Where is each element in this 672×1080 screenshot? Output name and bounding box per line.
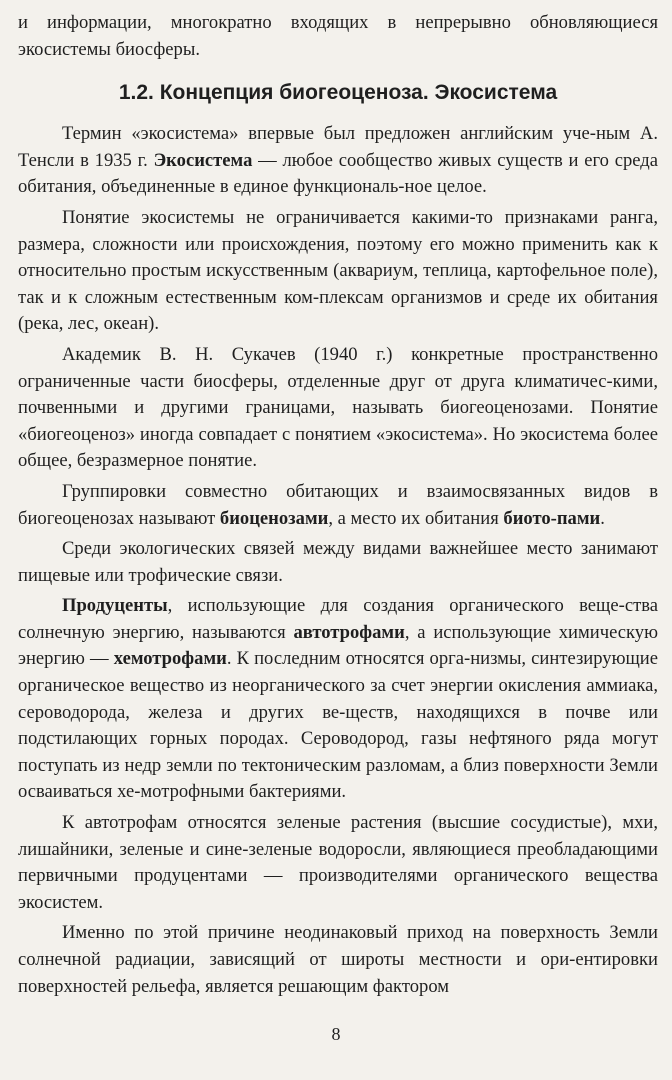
- paragraph-autotrophs: К автотрофам относятся зеленые растения (высшие сосудистые), мхи, лишайники, зеленые и сине-зеленые водоросли, являющиеся преобладающими первичными продуцентами — производителями органического вещества экосистем.: [18, 812, 658, 913]
- term-biotope: биото-пами: [503, 507, 601, 529]
- paragraph-ecosystem-concept: Понятие экосистемы не ограничивается какими-то признаками ранга, размера, сложности или происхождения, поэтому его можно применить как к относительно простым искусственным (аквариум, теплица, картофельное поле), так и к сложным естественным ком-плексам организмов и среде их обитания (река, лес, океан).: [18, 206, 658, 335]
- text-run: Термин «экосистема» впервые был предложен английским уче-ным А. Тенсли в 1935 г.: [18, 123, 658, 171]
- text-run: , использующие для создания органического веще-ства солнечную энергию, называются: [18, 595, 658, 643]
- term-chemotrophs: хемотрофами: [113, 648, 227, 670]
- text-run: , а использующие химическую энергию —: [18, 621, 658, 670]
- paragraph-producers: [18, 593, 658, 806]
- text-run: Группировки совместно обитающих и взаимосвязанных видов в биогеоценозах называют: [18, 480, 658, 529]
- paragraph-ecosystem-term: [18, 121, 658, 201]
- term-biocenosis: биоценозами: [219, 507, 329, 529]
- text-run: . К последним относятся орга-низмы, синтезирующие органическое вещество из неорганического за счет энергии окисления аммиака, сероводорода, железа и других ве-ществ, находящихся в почве или подстилающих горных породах. Сероводород, газы нефтяного ряда могут поступать из недр земли по тектоническим разломам, а близ поверхности Земли осваиваться хе-мотрофными бактериями.: [18, 648, 658, 803]
- paragraph-solar-radiation: Именно по этой причине неодинаковый приход на поверхность Земли солнечной радиации, зависящий от широты местности и ори-ентировки поверхностей рельефа, является решающим фактором: [18, 922, 658, 997]
- text-run: , а место их обитания: [328, 507, 504, 529]
- section-heading: 1.2. Концепция биогеоценоза. Экосистема: [118, 81, 558, 105]
- text-run: .: [600, 507, 605, 529]
- continuation-paragraph: и информации, многократно входящих в непрерывно обновляющиеся экосистемы биосферы.: [18, 12, 658, 60]
- text-run: — любое сообщество живых существ и его среда обитания, объединенные в единое функциональ-ное целое.: [18, 149, 659, 198]
- term-ecosystem: Экосистема: [153, 149, 253, 171]
- term-producers: Продуценты: [62, 595, 168, 617]
- page-number: 8: [331, 1024, 341, 1044]
- paragraph-biocenosis: [18, 479, 658, 532]
- term-autotrophs: автотрофами: [293, 621, 405, 643]
- paragraph-sukachev: Академик В. Н. Сукачев (1940 г.) конкретные пространственно ограниченные части биосферы, отделенные друг от друга климатичес-кими, почвенными и другими границами, называть биогеоценозами. Понятие «биогеоценоз» иногда совпадает с понятием «экосистема». Но экосистема более общее, безразмерное понятие.: [18, 343, 658, 472]
- paragraph-trophic-links: Среди экологических связей между видами важнейшее место занимают пищевые или трофические связи.: [18, 538, 658, 586]
